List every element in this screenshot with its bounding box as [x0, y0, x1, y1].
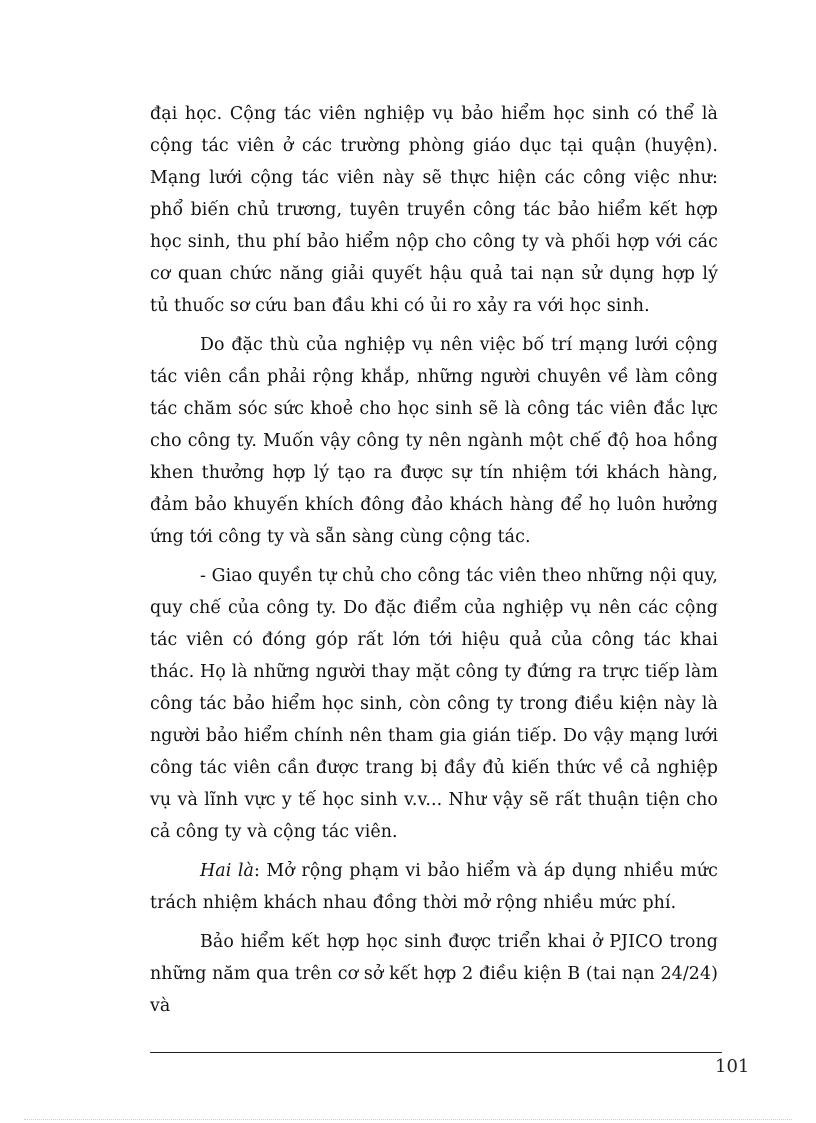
paragraph-2: Do đặc thù của nghiệp vụ nên việc bố trí mạng lưới cộng tác viên cần phải rộng khắp, những người chuyên về làm công tác chăm sóc sức khoẻ cho học sinh sẽ là công tác viên đắc lực cho công ty. Muốn vậy công ty nên ngành một chế độ hoa hồng khen thưởng hợp lý tạo ra được sự tín nhiệm tới khách hàng, đảm bảo khuyến khích đông đảo khách hàng để họ luôn hưởng ứng tới công ty và sẵn sàng cùng cộng tác.: [150, 335, 718, 547]
page-number: 101: [715, 1056, 750, 1077]
paragraph-5: Bảo hiểm kết hợp học sinh được triển khai ở PJICO trong những năm qua trên cơ sở kết hợp 2 điều kiện B (tai nạn 24/24) và: [150, 932, 718, 1016]
paragraph-4-text: : Mở rộng phạm vi bảo hiểm và áp dụng nhiều mức trách nhiệm khách nhau đồng thời mở rộng nhiều mức phí.: [150, 861, 718, 913]
paragraph-4: [150, 855, 718, 919]
paragraph-1: đại học. Cộng tác viên nghiệp vụ bảo hiểm học sinh có thể là cộng tác viên ở các trường phòng giáo dục tại quận (huyện). Mạng lưới cộng tác viên này sẽ thực hiện các công việc như: phổ biến chủ trương, tuyên truyền công tác bảo hiểm kết hợp học sinh, thu phí bảo hiểm nộp cho công ty và phối hợp với các cơ quan chức năng giải quyết hậu quả tai nạn sử dụng hợp lý tủ thuốc sơ cứu ban đầu khi có ủi ro xảy ra với học sinh.: [150, 104, 718, 316]
footer-divider: [150, 1052, 722, 1053]
paragraph-3: - Giao quyền tự chủ cho công tác viên theo những nội quy, quy chế của công ty. Do đặc điểm của nghiệp vụ nên các cộng tác viên có đóng góp rất lớn tới hiệu quả của công tác khai thác. Họ là những người thay mặt công ty đứng ra trực tiếp làm công tác bảo hiểm học sinh, còn công ty trong điều kiện này là người bảo hiểm chính nên tham gia gián tiếp. Do vậy mạng lưới công tác viên cần được trang bị đầy đủ kiến thức về cả nghiệp vụ và lĩnh vực y tế học sinh v.v... Như vậy sẽ rất thuận tiện cho cả công ty và cộng tác viên.: [150, 566, 719, 842]
paragraph-4-lead: Hai là: [200, 861, 254, 881]
body-text: [150, 98, 718, 1029]
page-bottom-edge: [24, 1119, 792, 1120]
